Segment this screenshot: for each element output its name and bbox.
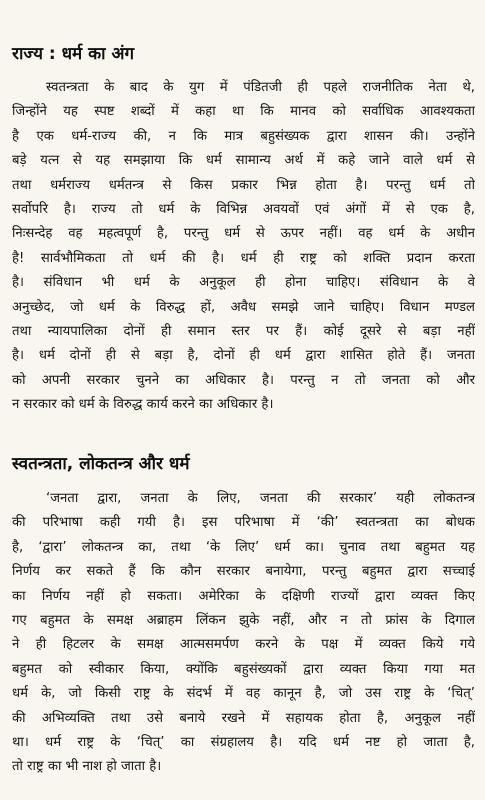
text-line: है। धर्म दोनों ही से बड़ा है, दोनों ही धर्म द्वारा शासित होते हैं। जनता bbox=[12, 348, 475, 364]
section-body bbox=[12, 76, 475, 417]
text-line: जिन्होंने यह स्पष्ट शब्दों में कहा था कि मानव को सर्वाधिक आवश्यकता bbox=[12, 104, 475, 120]
text-line: निःसन्देह वह महत्वपूर्ण है, परन्तु धर्म से ऊपर नहीं। वह धर्म के अधीन bbox=[12, 226, 475, 242]
text-line: था। धर्म राष्ट्र के ‘चित्’ का संग्रहालय है। यदि धर्म नष्ट हो जाता है, bbox=[12, 734, 475, 750]
text-line: ‘जनता द्वारा, जनता के लिए, जनता की सरकार’ यही लोकतन्त्र bbox=[46, 491, 475, 506]
text-line: तथा धर्मराज्य धर्मतन्त्र से किस प्रकार भिन्न होता है। परन्तु धर्म तो bbox=[12, 177, 475, 193]
text-line: को अपनी सरकार चुनने का अधिकार है। परन्तु न तो जनता को और bbox=[12, 372, 475, 388]
text-line: गए बहुमत के समक्ष अब्राहम लिंकन झुके नहीं, और न तो फ्रांस के दिगाल bbox=[12, 612, 475, 628]
section-heading: राज्य : धर्म का अंग bbox=[12, 44, 135, 64]
text-line: है! सार्वभौमिकता तो धर्म की है। धर्म ही राष्ट्र को शक्ति प्रदान करता bbox=[12, 250, 475, 266]
text-line: धर्म के, जो किसी राष्ट्र के संदर्भ में वह कानून है, जो उस राष्ट्र के ‘चित्’ bbox=[12, 686, 475, 702]
text-line: बहुमत को स्वीकार किया, क्योंकि बहुसंख्यकों द्वारा व्यक्त किया गया मत bbox=[12, 661, 475, 677]
text-line: तथा न्यायपालिका दोनों ही समान स्तर पर हैं। कोई दूसरे से बड़ा नहीं bbox=[12, 323, 475, 339]
text-line: है एक धर्म-राज्य की, न कि मात्र बहुसंख्यक द्वारा शासन की। उन्होंने bbox=[12, 128, 475, 144]
text-line: है, ‘द्वारा’ लोकतन्त्र का, तथा ‘के लिए’ धर्म का। चुनाव तथा बहुमत यह bbox=[12, 539, 475, 555]
text-line: अनुच्छेद, जो धर्म के विरुद्ध हों, अवैध समझे जाने चाहिए। विधान मण्डल bbox=[12, 299, 475, 315]
text-line: है। संविधान भी धर्म के अनुकूल ही होना चाहिए। संविधान के वे bbox=[12, 275, 475, 291]
text-line: निर्णय कर सकते हैं कि कौन सरकार बनायेगा, परन्तु बहुमत द्वारा सच्चाई bbox=[12, 564, 475, 580]
text-line: की परिभाषा कही गयी है। इस परिभाषा में ‘की’ स्वतन्त्रता का बोधक bbox=[12, 515, 475, 531]
text-line: स्वतन्त्रता के बाद के युग में पंडितजी ही पहले राजनीतिक नेता थे, bbox=[46, 80, 475, 95]
text-line: ने ही हिटलर के समक्ष आत्मसमर्पण करने के पक्ष में व्यक्त किये गये bbox=[12, 637, 475, 653]
text-line: तो राष्ट्र का भी नाश हो जाता है। bbox=[12, 759, 162, 775]
section-heading: स्वतन्त्रता, लोकतन्त्र और धर्म bbox=[12, 454, 190, 474]
text-line: सर्वोपरि है। राज्य तो धर्म के विभिन्न अवयवों एवं अंगों में से एक है, bbox=[12, 201, 475, 217]
section-body bbox=[12, 487, 475, 780]
text-line: का निर्णय नहीं हो सकता। अमेरिका के दक्षिणी राज्यों द्वारा व्यक्त किए bbox=[12, 588, 475, 604]
text-line: की अभिव्यक्ति तथा उसे बनाये रखने में सहायक होता है, अनुकूल नहीं bbox=[12, 710, 475, 726]
text-line: न सरकार को धर्म के विरुद्ध कार्य करने का अधिकार है। bbox=[12, 397, 274, 413]
text-line: बड़े यत्न से यह समझाया कि धर्म सामान्य अर्थ में कहे जाने वाले धर्म से bbox=[12, 153, 475, 169]
